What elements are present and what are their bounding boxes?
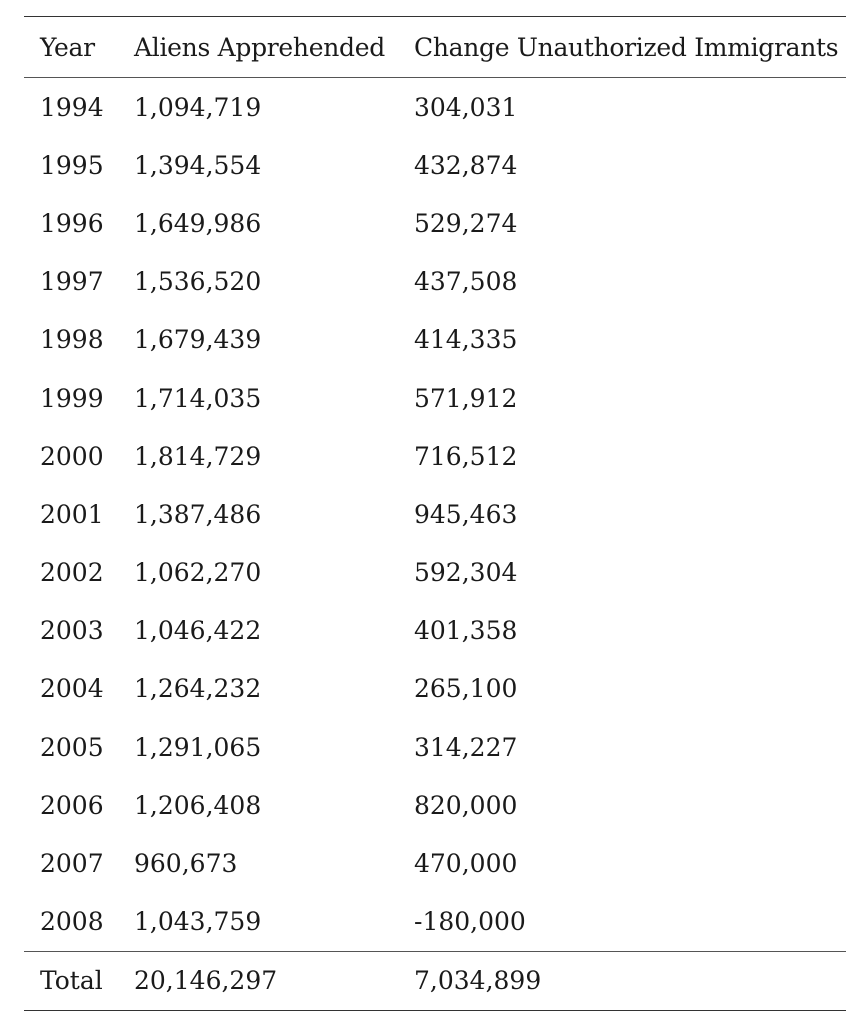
cell-change-unauthorized-immigrants: 401,358	[414, 616, 518, 646]
header-year: Year	[40, 32, 95, 62]
cell-year: 2008	[40, 907, 104, 937]
cell-year: 2002	[40, 558, 104, 588]
header-aliens-apprehended: Aliens Apprehended	[134, 32, 385, 62]
cell-change-unauthorized-immigrants: 592,304	[414, 558, 518, 588]
table-row	[24, 602, 846, 660]
cell-year: 2000	[40, 441, 104, 471]
cell-year: 2006	[40, 790, 104, 820]
table-row	[24, 834, 846, 892]
cell-aliens-apprehended: 1,046,422	[134, 616, 262, 646]
cell-aliens-apprehended: 1,814,729	[134, 441, 262, 471]
cell-year: 2003	[40, 616, 104, 646]
cell-change-unauthorized-immigrants: 716,512	[414, 441, 518, 471]
cell-aliens-apprehended: 1,394,554	[134, 150, 262, 180]
cell-year: 2004	[40, 674, 104, 704]
cell-aliens-apprehended: 1,094,719	[134, 92, 262, 122]
table-row	[24, 660, 846, 718]
cell-change-unauthorized-immigrants: -180,000	[414, 907, 526, 937]
cell-change-unauthorized-immigrants: 314,227	[414, 732, 518, 762]
cell-aliens-apprehended: 1,649,986	[134, 208, 262, 238]
cell-aliens-apprehended: 1,062,270	[134, 558, 262, 588]
cell-aliens-apprehended: 1,264,232	[134, 674, 262, 704]
cell-aliens-apprehended: 1,536,520	[134, 267, 262, 297]
table-row	[24, 427, 846, 485]
cell-aliens-apprehended: 1,387,486	[134, 499, 262, 529]
cell-year: 1996	[40, 208, 104, 238]
table-footer	[24, 951, 846, 1010]
table-row	[24, 369, 846, 427]
cell-year: 1998	[40, 325, 104, 355]
cell-change-unauthorized-immigrants: 945,463	[414, 499, 518, 529]
cell-change-unauthorized-immigrants: 529,274	[414, 208, 518, 238]
cell-change-unauthorized-immigrants: 571,912	[414, 383, 518, 413]
cell-aliens-apprehended: 1,714,035	[134, 383, 262, 413]
cell-year: 1994	[40, 92, 104, 122]
total-aliens-apprehended: 20,146,297	[134, 966, 278, 996]
data-table	[24, 16, 846, 1011]
cell-aliens-apprehended: 1,206,408	[134, 790, 262, 820]
table-row	[24, 253, 846, 311]
table-row	[24, 893, 846, 952]
cell-aliens-apprehended: 1,679,439	[134, 325, 262, 355]
table-row	[24, 194, 846, 252]
data-table-container	[24, 16, 846, 1011]
table-row	[24, 311, 846, 369]
cell-aliens-apprehended: 1,043,759	[134, 907, 262, 937]
cell-year: 1995	[40, 150, 104, 180]
cell-change-unauthorized-immigrants: 437,508	[414, 267, 518, 297]
table-row	[24, 78, 846, 137]
cell-year: 2005	[40, 732, 104, 762]
cell-year: 1997	[40, 267, 104, 297]
table-row	[24, 718, 846, 776]
table-header	[24, 17, 846, 78]
cell-change-unauthorized-immigrants: 414,335	[414, 325, 518, 355]
cell-change-unauthorized-immigrants: 432,874	[414, 150, 518, 180]
table-row	[24, 776, 846, 834]
table-row	[24, 544, 846, 602]
table-row	[24, 485, 846, 543]
cell-year: 2001	[40, 499, 104, 529]
cell-year: 2007	[40, 849, 104, 879]
cell-change-unauthorized-immigrants: 820,000	[414, 790, 518, 820]
cell-change-unauthorized-immigrants: 304,031	[414, 92, 518, 122]
cell-year: 1999	[40, 383, 104, 413]
cell-aliens-apprehended: 1,291,065	[134, 732, 262, 762]
total-row	[24, 951, 846, 1010]
total-change-unauthorized-immigrants: 7,034,899	[414, 966, 542, 996]
cell-change-unauthorized-immigrants: 470,000	[414, 849, 518, 879]
total-label: Total	[40, 966, 103, 996]
cell-aliens-apprehended: 960,673	[134, 849, 238, 879]
table-row	[24, 136, 846, 194]
table-body	[24, 78, 846, 952]
cell-change-unauthorized-immigrants: 265,100	[414, 674, 518, 704]
header-change-unauthorized-immigrants: Change Unauthorized Immigrants	[414, 32, 839, 62]
header-row	[24, 17, 846, 78]
